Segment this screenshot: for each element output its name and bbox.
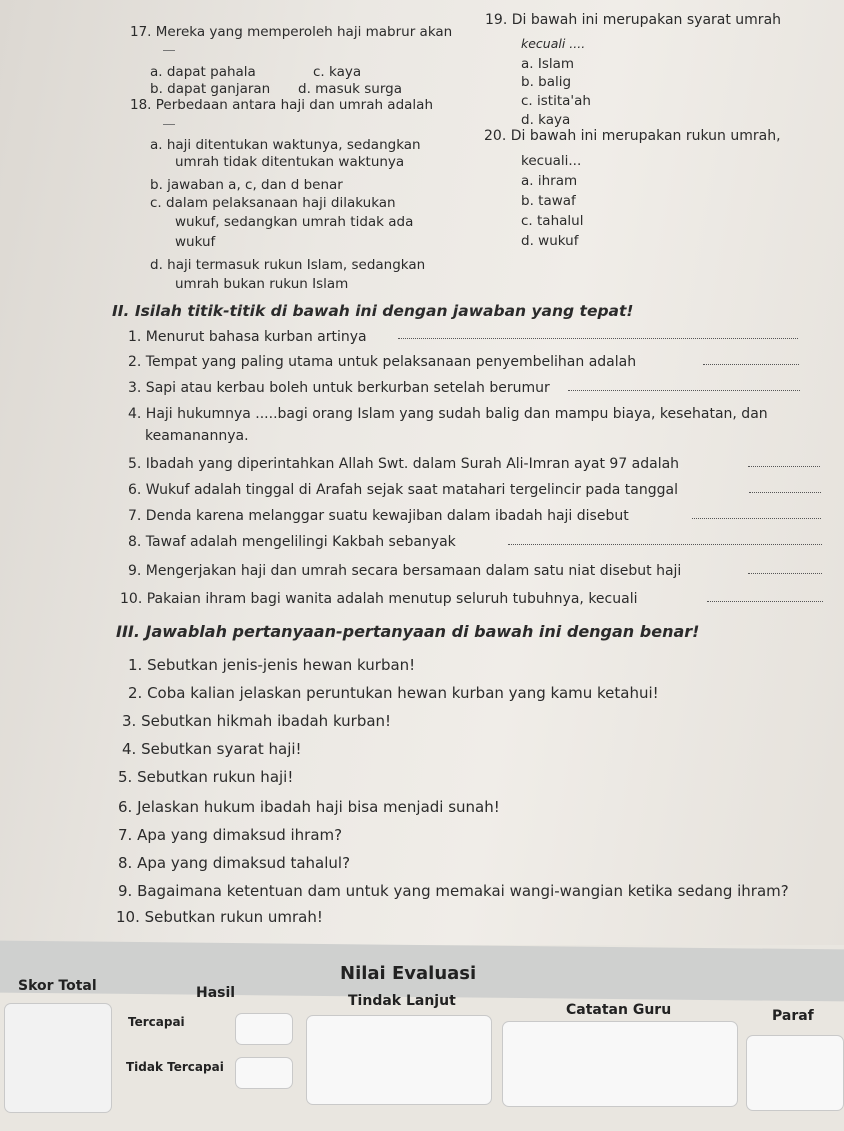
evaluation-table	[0, 945, 844, 1131]
answer-line	[568, 380, 800, 391]
label-tidak-tercapai: Tidak Tercapai	[126, 1060, 224, 1074]
q17-option-a: a. dapat pahala	[150, 64, 256, 80]
fill-item-10: 10. Pakaian ihram bagi wanita adalah menutup seluruh tubuhnya, kecuali	[120, 591, 638, 607]
header-hasil: Hasil	[196, 985, 236, 1001]
label-tercapai: Tercapai	[128, 1015, 185, 1029]
question-20-line1: 20. Di bawah ini merupakan rukun umrah,	[484, 128, 781, 144]
q18-option-a-line2: umrah tidak ditentukan waktunya	[175, 154, 405, 170]
fill-item-7: 7. Denda karena melanggar suatu kewajiban dalam ibadah haji disebut	[128, 508, 629, 524]
q17-option-c: c. kaya	[313, 64, 362, 80]
answer-line	[703, 354, 799, 365]
q18-option-b: b. jawaban a, c, dan d benar	[150, 177, 343, 193]
q18-option-d-line2: umrah bukan rukun Islam	[175, 276, 349, 292]
fill-item-4-cont: keamanannya.	[145, 428, 249, 444]
question-19-line2: kecuali ....	[521, 36, 586, 51]
essay-item-6: 6. Jelaskan hukum ibadah haji bisa menjadi sunah!	[118, 798, 500, 816]
fill-item-9: 9. Mengerjakan haji dan umrah secara bersamaan dalam satu niat disebut haji	[128, 563, 682, 579]
divider	[163, 50, 175, 51]
essay-item-3: 3. Sebutkan hikmah ibadah kurban!	[122, 712, 392, 730]
answer-line	[748, 456, 820, 467]
header-skor-total: Skor Total	[18, 978, 97, 994]
essay-item-10: 10. Sebutkan rukun umrah!	[116, 908, 323, 926]
answer-line	[692, 508, 821, 519]
header-paraf: Paraf	[772, 1008, 814, 1024]
q18-option-c-line3: wukuf	[175, 234, 216, 250]
q18-option-c-line2: wukuf, sedangkan umrah tidak ada	[175, 214, 414, 230]
fill-item-2: 2. Tempat yang paling utama untuk pelaksanaan penyembelihan adalah	[128, 354, 637, 370]
q18-option-c-line1: c. dalam pelaksanaan haji dilakukan	[150, 195, 396, 211]
tercapai-checkbox[interactable]	[235, 1013, 293, 1045]
fill-item-5: 5. Ibadah yang diperintahkan Allah Swt. dalam Surah Ali-Imran ayat 97 adalah	[128, 456, 680, 472]
q19-option-b: b. balig	[521, 74, 572, 90]
q18-option-d-line1: d. haji termasuk rukun Islam, sedangkan	[150, 257, 426, 273]
q20-option-b: b. tawaf	[521, 193, 576, 209]
fill-item-6: 6. Wukuf adalah tinggal di Arafah sejak saat matahari tergelincir pada tanggal	[128, 482, 678, 498]
q17-option-b: b. dapat ganjaran	[150, 81, 271, 97]
essay-item-8: 8. Apa yang dimaksud tahalul?	[118, 854, 351, 872]
evaluation-title: Nilai Evaluasi	[340, 963, 477, 984]
paraf-box[interactable]	[746, 1035, 844, 1111]
essay-item-7: 7. Apa yang dimaksud ihram?	[118, 826, 343, 844]
answer-line	[749, 482, 821, 493]
question-19-line1: 19. Di bawah ini merupakan syarat umrah	[485, 12, 782, 28]
q20-option-a: a. ihram	[521, 173, 578, 189]
fill-item-4: 4. Haji hukumnya .....bagi orang Islam yang sudah balig dan mampu biaya, kesehatan, dan	[128, 406, 768, 422]
q20-option-d: d. wukuf	[521, 233, 579, 249]
tindak-lanjut-box[interactable]	[306, 1015, 492, 1105]
essay-item-2: 2. Coba kalian jelaskan peruntukan hewan kurban yang kamu ketahui!	[128, 684, 659, 702]
q18-option-a-line1: a. haji ditentukan waktunya, sedangkan	[150, 137, 421, 153]
header-tindak-lanjut: Tindak Lanjut	[348, 993, 456, 1009]
answer-line	[508, 534, 822, 545]
q19-option-c: c. istita'ah	[521, 93, 591, 109]
essay-item-4: 4. Sebutkan syarat haji!	[122, 740, 302, 758]
tidak-tercapai-checkbox[interactable]	[235, 1057, 293, 1089]
fill-item-1: 1. Menurut bahasa kurban artinya	[128, 329, 367, 345]
q19-option-d: d. kaya	[521, 112, 571, 128]
essay-item-9: 9. Bagaimana ketentuan dam untuk yang memakai wangi-wangian ketika sedang ihram?	[118, 882, 789, 900]
fill-item-3: 3. Sapi atau kerbau boleh untuk berkurban setelah berumur	[128, 380, 550, 396]
skor-total-box[interactable]	[4, 1003, 112, 1113]
q20-option-c: c. tahalul	[521, 213, 584, 229]
section-2-title: II. Isilah titik-titik di bawah ini dengan jawaban yang tepat!	[112, 302, 634, 320]
q19-option-a: a. Islam	[521, 56, 575, 72]
answer-line	[748, 563, 822, 574]
essay-item-5: 5. Sebutkan rukun haji!	[118, 768, 294, 786]
question-20-line2: kecuali...	[521, 153, 582, 169]
catatan-guru-box[interactable]	[502, 1021, 738, 1107]
q17-option-d: d. masuk surga	[298, 81, 403, 97]
divider	[163, 124, 175, 125]
answer-line	[398, 328, 798, 339]
section-3-title: III. Jawablah pertanyaan-pertanyaan di bawah ini dengan benar!	[116, 622, 700, 641]
essay-item-1: 1. Sebutkan jenis-jenis hewan kurban!	[128, 656, 416, 674]
header-catatan-guru: Catatan Guru	[566, 1002, 672, 1018]
question-18: 18. Perbedaan antara haji dan umrah adalah	[130, 97, 434, 113]
fill-item-8: 8. Tawaf adalah mengelilingi Kakbah sebanyak	[128, 534, 456, 550]
answer-line	[707, 591, 823, 602]
question-17: 17. Mereka yang memperoleh haji mabrur akan	[130, 24, 453, 40]
